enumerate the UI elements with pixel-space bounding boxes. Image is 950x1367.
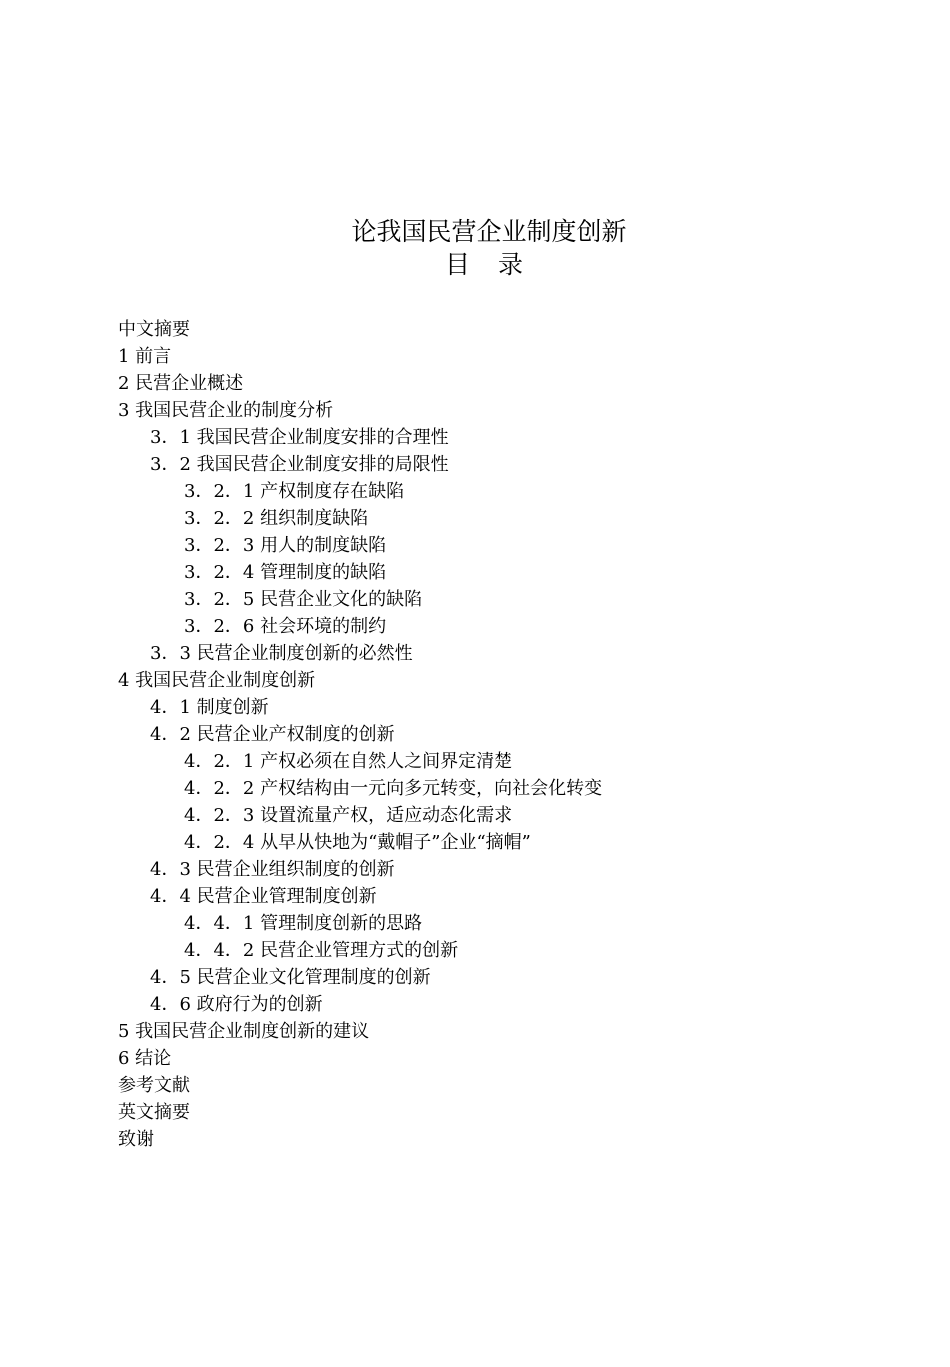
toc-entry: 4 我国民营企业制度创新 xyxy=(118,670,316,691)
toc-entry: 2 民营企业概述 xyxy=(118,373,244,394)
toc-entry: 4．2 民营企业产权制度的创新 xyxy=(150,724,395,745)
toc-entry: 3．2．3 用人的制度缺陷 xyxy=(184,535,387,556)
toc-entry: 4．4 民营企业管理制度创新 xyxy=(150,886,377,907)
toc-entry: 3．2 我国民营企业制度安排的局限性 xyxy=(150,454,449,475)
toc-entry: 3．2．5 民营企业文化的缺陷 xyxy=(184,589,423,610)
toc-entry: 3．3 民营企业制度创新的必然性 xyxy=(150,643,413,664)
toc-entry: 4．2．4 从早从快地为“戴帽子”企业“摘帽” xyxy=(184,832,531,853)
toc-entry: 4．3 民营企业组织制度的创新 xyxy=(150,859,395,880)
toc-entry: 4．1 制度创新 xyxy=(150,697,269,718)
toc-entry: 致谢 xyxy=(118,1129,154,1150)
toc-entry: 4．4．1 管理制度创新的思路 xyxy=(184,913,423,934)
toc-entry: 4．2．3 设置流量产权，适应动态化需求 xyxy=(184,805,513,826)
toc-entry: 3．2．4 管理制度的缺陷 xyxy=(184,562,387,583)
toc-entry: 3．2．1 产权制度存在缺陷 xyxy=(184,481,405,502)
toc-entry: 3．1 我国民营企业制度安排的合理性 xyxy=(150,427,449,448)
document-title: 论我国民营企业制度创新 xyxy=(351,217,627,246)
toc-entry: 4．4．2 民营企业管理方式的创新 xyxy=(184,940,459,961)
toc-entry: 6 结论 xyxy=(118,1048,172,1069)
toc-entry: 英文摘要 xyxy=(118,1102,190,1123)
toc-entry: 中文摘要 xyxy=(118,319,190,340)
toc-entry: 1 前言 xyxy=(118,346,172,367)
toc-entry: 4．6 政府行为的创新 xyxy=(150,994,323,1015)
toc-entry: 3 我国民营企业的制度分析 xyxy=(118,400,334,421)
toc-entry: 4．5 民营企业文化管理制度的创新 xyxy=(150,967,431,988)
toc-entry: 4．2．2 产权结构由一元向多元转变，向社会化转变 xyxy=(184,778,603,799)
toc-entry: 5 我国民营企业制度创新的建议 xyxy=(118,1021,370,1042)
toc-entry: 3．2．2 组织制度缺陷 xyxy=(184,508,369,529)
toc-heading: 目 录 xyxy=(445,250,533,279)
toc-entry: 4．2．1 产权必须在自然人之间界定清楚 xyxy=(184,751,513,772)
toc-entry: 3．2．6 社会环境的制约 xyxy=(184,616,387,637)
table-of-contents xyxy=(118,316,602,1153)
toc-entry: 参考文献 xyxy=(118,1075,190,1096)
